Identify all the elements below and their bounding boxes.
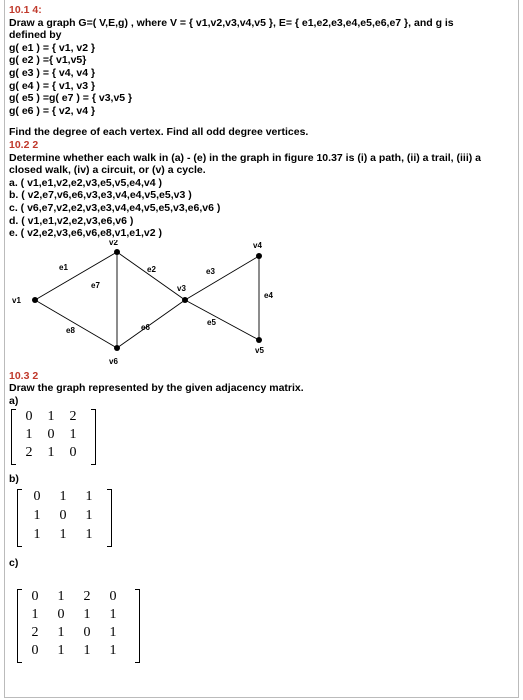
- vertex-label-v6: v6: [109, 356, 118, 366]
- section2-heading: 10.2 2: [9, 138, 39, 151]
- edge-label-e1: e1: [59, 262, 68, 272]
- vertex-label-v2: v2: [109, 239, 118, 247]
- vertex-label-v4: v4: [253, 240, 262, 250]
- edge-e3: [185, 256, 259, 300]
- matrix-cell: 1: [109, 606, 117, 622]
- section1-heading: 10.1 4:: [9, 4, 42, 16]
- edge-label-e5: e5: [207, 317, 216, 327]
- vertex-label-v1: v1: [12, 295, 21, 305]
- walk-a: a. ( v1,e1,v2,e2,v3,e5,v5,e4,v4 ): [9, 176, 162, 189]
- matrix-b: [9, 485, 514, 551]
- matrix-b-label: b): [9, 472, 19, 485]
- matrix-cell: 2: [25, 444, 33, 460]
- section1-line: g( e5 ) =g( e7 ) = { v3,v5 }: [9, 92, 133, 105]
- matrix-cell: 1: [57, 588, 65, 604]
- matrix-c: [9, 569, 514, 665]
- matrix-c-label: c): [9, 556, 19, 569]
- matrix-a-label: a): [9, 394, 19, 407]
- edge-e5: [185, 300, 259, 340]
- edge-e8: [35, 300, 117, 348]
- matrix-cell: 1: [83, 606, 91, 622]
- walk-d: d. ( v1,e1,v2,e2,v3,e6,v6 ): [9, 214, 134, 227]
- section1-line: Draw a graph G=( V,E,g) , where V = { v1,v2,v3,v4,v5 }, E= { e1,e2,e3,e4,e5,e6,e7 }, and g is: [9, 16, 454, 29]
- matrix-cell: 1: [33, 507, 41, 523]
- walk-c: c. ( v6,e7,v2,e2,v3,e3,v4,e4,v5,e5,v3,e6,v6 ): [9, 201, 221, 214]
- section1-line: g( e2 ) ={ v1,v5}: [9, 54, 87, 67]
- matrix-cell: 1: [85, 507, 93, 523]
- matrix-cell: 1: [85, 488, 93, 504]
- edge-e6: [117, 300, 185, 348]
- matrix-cell: 1: [25, 426, 33, 442]
- matrix-cell: 0: [109, 588, 117, 604]
- section1-line: defined by: [9, 29, 62, 42]
- graph-svg: [9, 240, 514, 370]
- vertex-v1: [32, 297, 38, 303]
- graph-figure: [9, 240, 514, 370]
- edge-label-e6: e6: [141, 322, 150, 332]
- matrix-cell: 2: [31, 624, 39, 640]
- section1-line: g( e4 ) = { v1, v3 }: [9, 79, 96, 92]
- vertex-v4: [256, 253, 262, 259]
- edge-label-e4: e4: [264, 290, 273, 300]
- matrix-cell: 0: [31, 642, 39, 658]
- matrix-cell: 0: [25, 408, 33, 424]
- matrix-cell: 1: [57, 624, 65, 640]
- matrix-cell: 1: [109, 624, 117, 640]
- matrix-cell: 1: [31, 606, 39, 622]
- section3-instruction: Draw the graph represented by the given adjacency matrix.: [9, 382, 304, 395]
- matrix-cell: 1: [57, 642, 65, 658]
- matrix-cell: 2: [69, 408, 77, 424]
- matrix-cell: 1: [59, 526, 67, 542]
- matrix-cell: 1: [47, 408, 55, 424]
- matrix-cell: 1: [33, 526, 41, 542]
- matrix-cell: 1: [109, 642, 117, 658]
- edge-label-e8: e8: [66, 325, 75, 335]
- edge-label-e2: e2: [147, 264, 156, 274]
- matrix-cell: 0: [47, 426, 55, 442]
- matrix-cell: 1: [69, 426, 77, 442]
- matrix-cell: 0: [59, 507, 67, 523]
- edge-label-e3: e3: [206, 266, 215, 276]
- vertex-v6: [114, 345, 120, 351]
- matrix-cell: 2: [83, 588, 91, 604]
- vertex-label-v3: v3: [177, 283, 186, 293]
- section1-line: g( e1 ) = { v1, v2 }: [9, 41, 96, 54]
- matrix-cell: 1: [85, 526, 93, 542]
- matrix-cell: 1: [47, 444, 55, 460]
- vertex-v5: [256, 337, 262, 343]
- walk-e: e. ( v2,e2,v3,e6,v6,e8,v1,e1,v2 ): [9, 227, 162, 240]
- section2-line: closed walk, (iv) a circuit, or (v) a cycle.: [9, 164, 206, 177]
- section1-line: g( e3 ) = { v4, v4 }: [9, 66, 96, 79]
- edge-e1: [35, 252, 117, 300]
- section1-line: g( e6 ) = { v2, v4 }: [9, 104, 96, 117]
- document-content: [9, 4, 514, 665]
- section3-heading: 10.3 2: [9, 369, 39, 382]
- walk-b: b. ( v2,e7,v6,e6,v3,e3,v4,e4,v5,e5,v3 ): [9, 189, 192, 202]
- matrix-a: [9, 407, 514, 467]
- edge-e2: [117, 252, 185, 300]
- matrix-cell: 0: [83, 624, 91, 640]
- matrix-cell: 1: [83, 642, 91, 658]
- section2-line: Determine whether each walk in (a) - (e) in the graph in figure 10.37 is (i) a path, (ii) a trail, (iii) a: [9, 151, 482, 164]
- matrix-cell: 0: [69, 444, 77, 460]
- matrix-cell: 0: [57, 606, 65, 622]
- vertex-label-v5: v5: [255, 345, 264, 355]
- vertex-v3: [182, 297, 188, 303]
- section1-question: Find the degree of each vertex. Find all odd degree vertices.: [9, 126, 309, 139]
- edge-label-e7: e7: [91, 280, 100, 290]
- matrix-cell: 0: [31, 588, 39, 604]
- matrix-cell: 0: [33, 488, 41, 504]
- vertex-v2: [114, 249, 120, 255]
- matrix-cell: 1: [59, 488, 67, 504]
